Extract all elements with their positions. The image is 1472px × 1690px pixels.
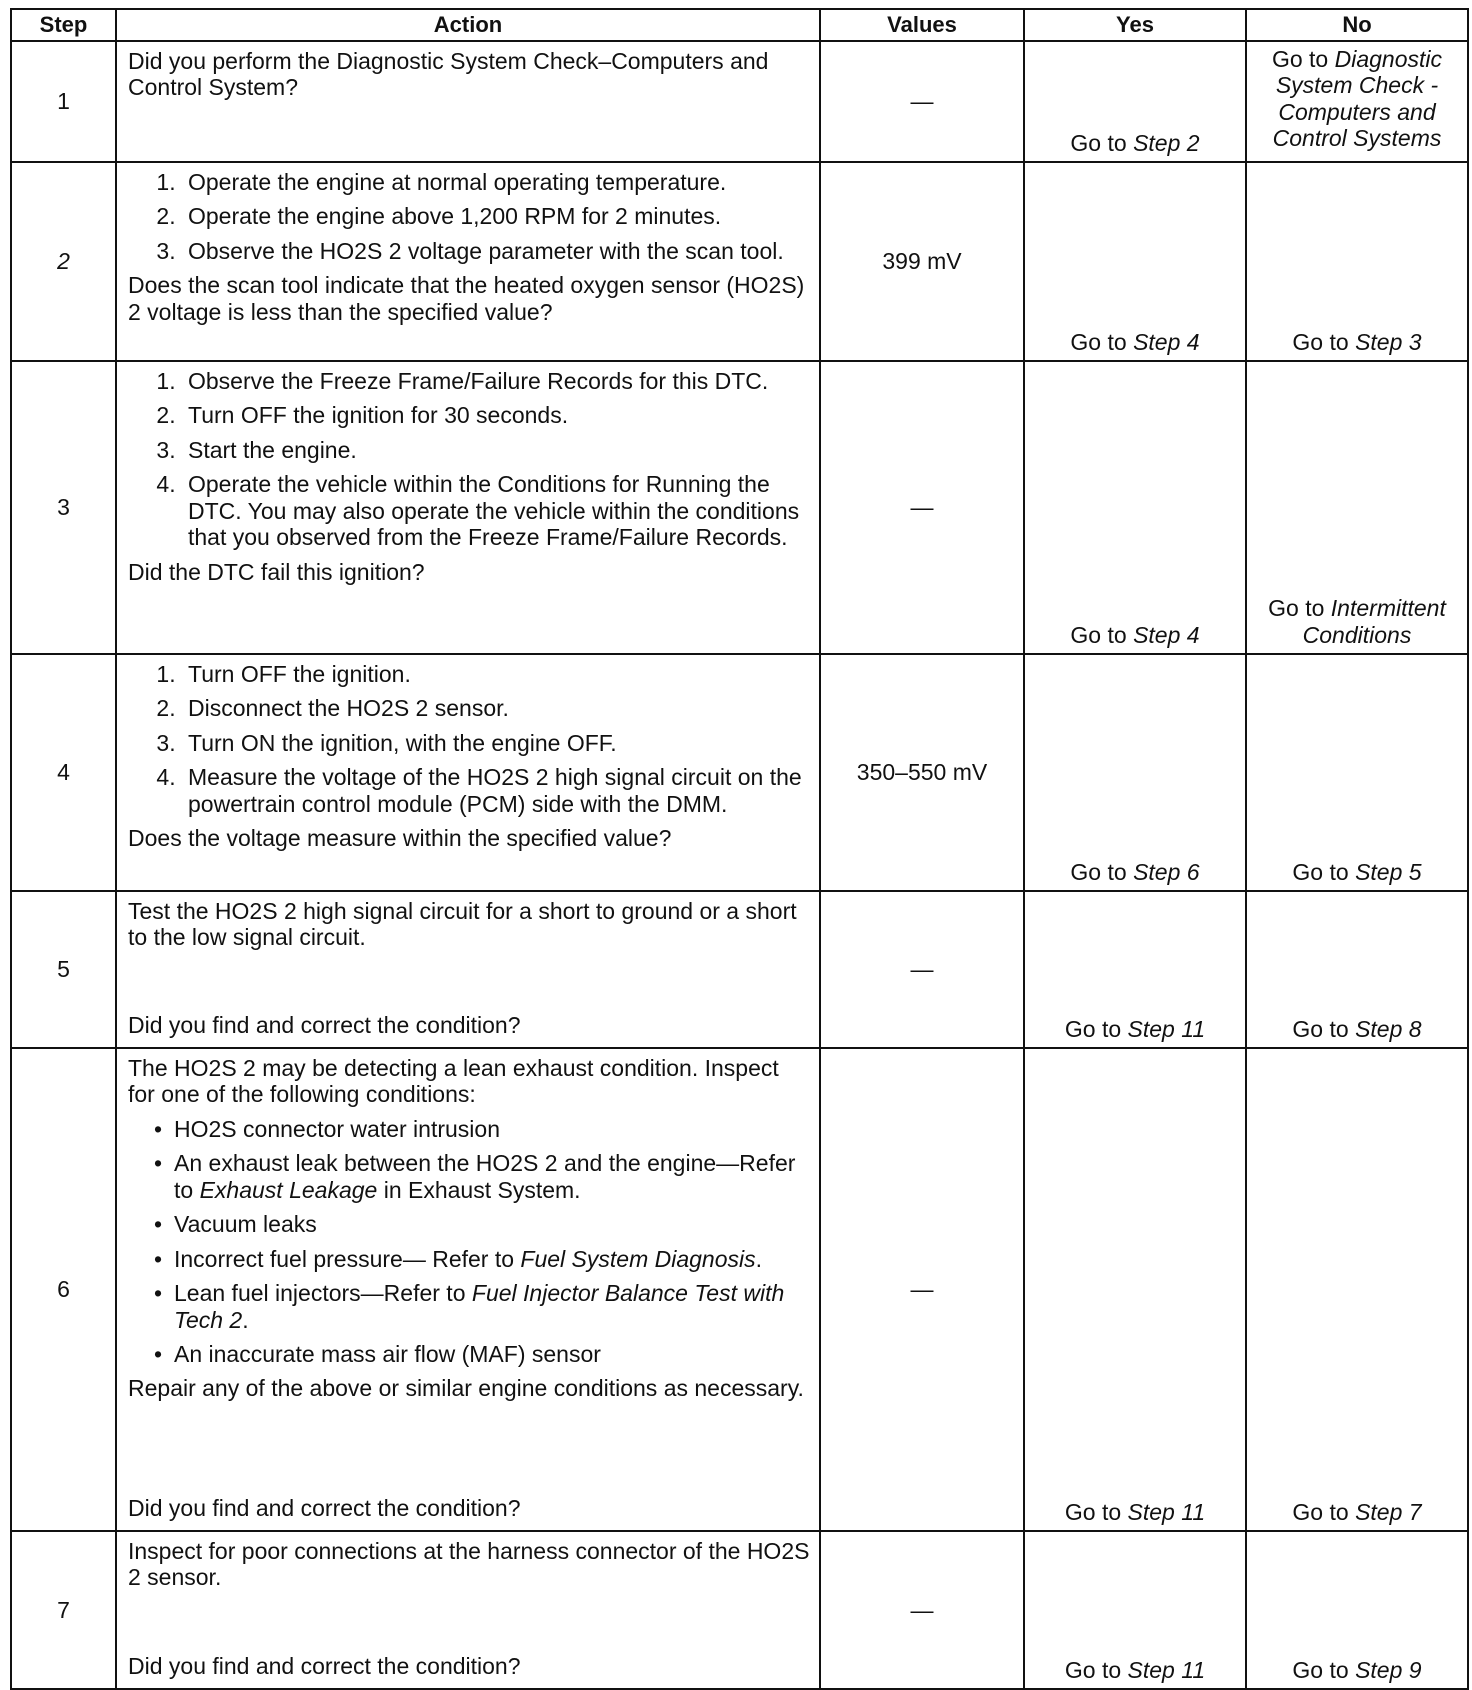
yes-prefix: Go to — [1070, 858, 1134, 885]
no-link[interactable]: Step 3 — [1355, 328, 1422, 355]
no-cell — [1246, 41, 1468, 162]
reference-link[interactable]: Fuel Injector Balance Test with Tech 2 — [174, 1280, 785, 1333]
yes-prefix: Go to — [1064, 1656, 1128, 1683]
action-steps — [128, 661, 811, 817]
header-action: Action — [116, 9, 820, 41]
header-yes: Yes — [1024, 9, 1246, 41]
no-cell — [1246, 1531, 1468, 1689]
action-question: Did the DTC fail this ignition? — [128, 558, 425, 585]
step-number: 5 — [11, 891, 116, 1048]
no-cell — [1246, 654, 1468, 891]
no-prefix: Go to — [1292, 1498, 1356, 1525]
yes-cell — [1024, 1048, 1246, 1531]
action-steps — [128, 169, 811, 264]
action-cell — [116, 361, 820, 654]
action-outro: Repair any of the above or similar engine conditions as necessary. — [128, 1375, 804, 1402]
action-cell — [116, 41, 820, 162]
step-number: 4 — [11, 654, 116, 891]
action-question: Did you find and correct the condition? — [128, 1494, 521, 1521]
no-link[interactable]: Diagnostic System Check - Computers and Control Systems — [1272, 46, 1443, 152]
action-question: Did you find and correct the condition? — [128, 1011, 521, 1038]
yes-cell — [1024, 361, 1246, 654]
values-cell: 399 mV — [820, 162, 1024, 361]
action-steps — [128, 368, 811, 551]
no-link[interactable]: Step 7 — [1355, 1498, 1422, 1525]
action-intro: Inspect for poor connections at the harness connector of the HO2S 2 sensor. — [128, 1538, 810, 1591]
no-prefix: Go to — [1292, 1015, 1356, 1042]
list-item: • Lean fuel injectors—Refer to Fuel Injector Balance Test with Tech 2. — [174, 1280, 811, 1333]
no-link[interactable]: Step 5 — [1355, 858, 1422, 885]
action-step: 2. Turn OFF the ignition for 30 seconds. — [182, 402, 811, 428]
action-cell — [116, 891, 820, 1048]
yes-link[interactable]: Step 11 — [1127, 1015, 1206, 1042]
action-intro: Did you perform the Diagnostic System Check–Computers and Control System? — [128, 48, 769, 101]
values-cell: — — [820, 1048, 1024, 1531]
step-number: 6 — [11, 1048, 116, 1531]
no-prefix: Go to — [1268, 595, 1331, 622]
values-cell: 350–550 mV — [820, 654, 1024, 891]
step-number: 3 — [11, 361, 116, 654]
condition-list — [128, 1116, 811, 1368]
action-step: 3. Observe the HO2S 2 voltage parameter with the scan tool. — [182, 238, 811, 264]
header-step: Step — [11, 9, 116, 41]
no-prefix: Go to — [1292, 328, 1356, 355]
step-number: 7 — [11, 1531, 116, 1689]
step-number: 1 — [11, 41, 116, 162]
no-prefix: Go to — [1271, 46, 1335, 72]
yes-cell — [1024, 654, 1246, 891]
action-step: 4. Operate the vehicle within the Conditions for Running the DTC. You may also operate the vehicle within the conditions that you observed from the Freeze Frame/Failure Records. — [182, 471, 811, 550]
yes-prefix: Go to — [1070, 621, 1134, 648]
no-cell — [1246, 1048, 1468, 1531]
yes-prefix: Go to — [1070, 328, 1134, 355]
action-cell — [116, 654, 820, 891]
action-step: 1. Operate the engine at normal operating temperature. — [182, 169, 811, 195]
yes-cell — [1024, 891, 1246, 1048]
table-row — [11, 361, 1468, 654]
no-cell — [1246, 361, 1468, 654]
no-link[interactable]: Intermittent Conditions — [1302, 595, 1446, 648]
action-cell — [116, 1048, 820, 1531]
values-cell: — — [820, 1531, 1024, 1689]
action-intro: The HO2S 2 may be detecting a lean exhaust condition. Inspect for one of the following conditions: — [128, 1055, 779, 1108]
table-row — [11, 891, 1468, 1048]
header-values: Values — [820, 9, 1024, 41]
action-step: 3. Start the engine. — [182, 437, 811, 463]
yes-link[interactable]: Step 2 — [1133, 129, 1200, 156]
table-row — [11, 41, 1468, 162]
no-link[interactable]: Step 9 — [1355, 1656, 1422, 1683]
action-step: 4. Measure the voltage of the HO2S 2 high signal circuit on the powertrain control module (PCM) side with the DMM. — [182, 764, 811, 817]
action-cell — [116, 1531, 820, 1689]
values-cell: — — [820, 891, 1024, 1048]
action-step: 1. Observe the Freeze Frame/Failure Records for this DTC. — [182, 368, 811, 394]
action-step: 1. Turn OFF the ignition. — [182, 661, 811, 687]
action-question: Did you find and correct the condition? — [128, 1652, 521, 1679]
list-item: • HO2S connector water intrusion — [174, 1116, 811, 1142]
yes-link[interactable]: Step 6 — [1133, 858, 1200, 885]
action-question: Does the voltage measure within the specified value? — [128, 825, 672, 852]
yes-link[interactable]: Step 11 — [1127, 1656, 1206, 1683]
diagnostic-table — [10, 8, 1469, 1690]
yes-link[interactable]: Step 4 — [1133, 328, 1200, 355]
yes-prefix: Go to — [1070, 129, 1134, 156]
no-prefix: Go to — [1292, 858, 1356, 885]
list-item: • Incorrect fuel pressure— Refer to Fuel System Diagnosis. — [174, 1246, 811, 1272]
no-link[interactable]: Step 8 — [1355, 1015, 1422, 1042]
yes-cell — [1024, 1531, 1246, 1689]
yes-cell — [1024, 41, 1246, 162]
no-cell — [1246, 162, 1468, 361]
action-intro: Test the HO2S 2 high signal circuit for a short to ground or a short to the low signal circuit. — [128, 898, 797, 951]
action-step: 2. Operate the engine above 1,200 RPM for 2 minutes. — [182, 203, 811, 229]
action-step: 2. Disconnect the HO2S 2 sensor. — [182, 695, 811, 721]
yes-link[interactable]: Step 4 — [1133, 621, 1200, 648]
action-question: Does the scan tool indicate that the heated oxygen sensor (HO2S) 2 voltage is less than the specified value? — [128, 272, 805, 325]
values-cell: — — [820, 41, 1024, 162]
header-row — [11, 9, 1468, 41]
yes-prefix: Go to — [1064, 1015, 1128, 1042]
action-step: 3. Turn ON the ignition, with the engine OFF. — [182, 730, 811, 756]
table-row — [11, 162, 1468, 361]
header-no: No — [1246, 9, 1468, 41]
list-item: • An inaccurate mass air flow (MAF) sensor — [174, 1341, 811, 1367]
step-number: 2 — [11, 162, 116, 361]
no-prefix: Go to — [1292, 1656, 1356, 1683]
list-item: • Vacuum leaks — [174, 1211, 811, 1237]
no-cell — [1246, 891, 1468, 1048]
table-row — [11, 1048, 1468, 1531]
values-cell: — — [820, 361, 1024, 654]
action-cell — [116, 162, 820, 361]
reference-link[interactable]: Fuel System Diagnosis — [520, 1245, 756, 1272]
table-row — [11, 654, 1468, 891]
yes-prefix: Go to — [1064, 1498, 1128, 1525]
reference-link[interactable]: Exhaust Leakage — [199, 1176, 378, 1203]
yes-cell — [1024, 162, 1246, 361]
list-item: • An exhaust leak between the HO2S 2 and the engine—Refer to Exhaust Leakage in Exhaust System. — [174, 1150, 811, 1203]
table-row — [11, 1531, 1468, 1689]
yes-link[interactable]: Step 11 — [1127, 1498, 1206, 1525]
